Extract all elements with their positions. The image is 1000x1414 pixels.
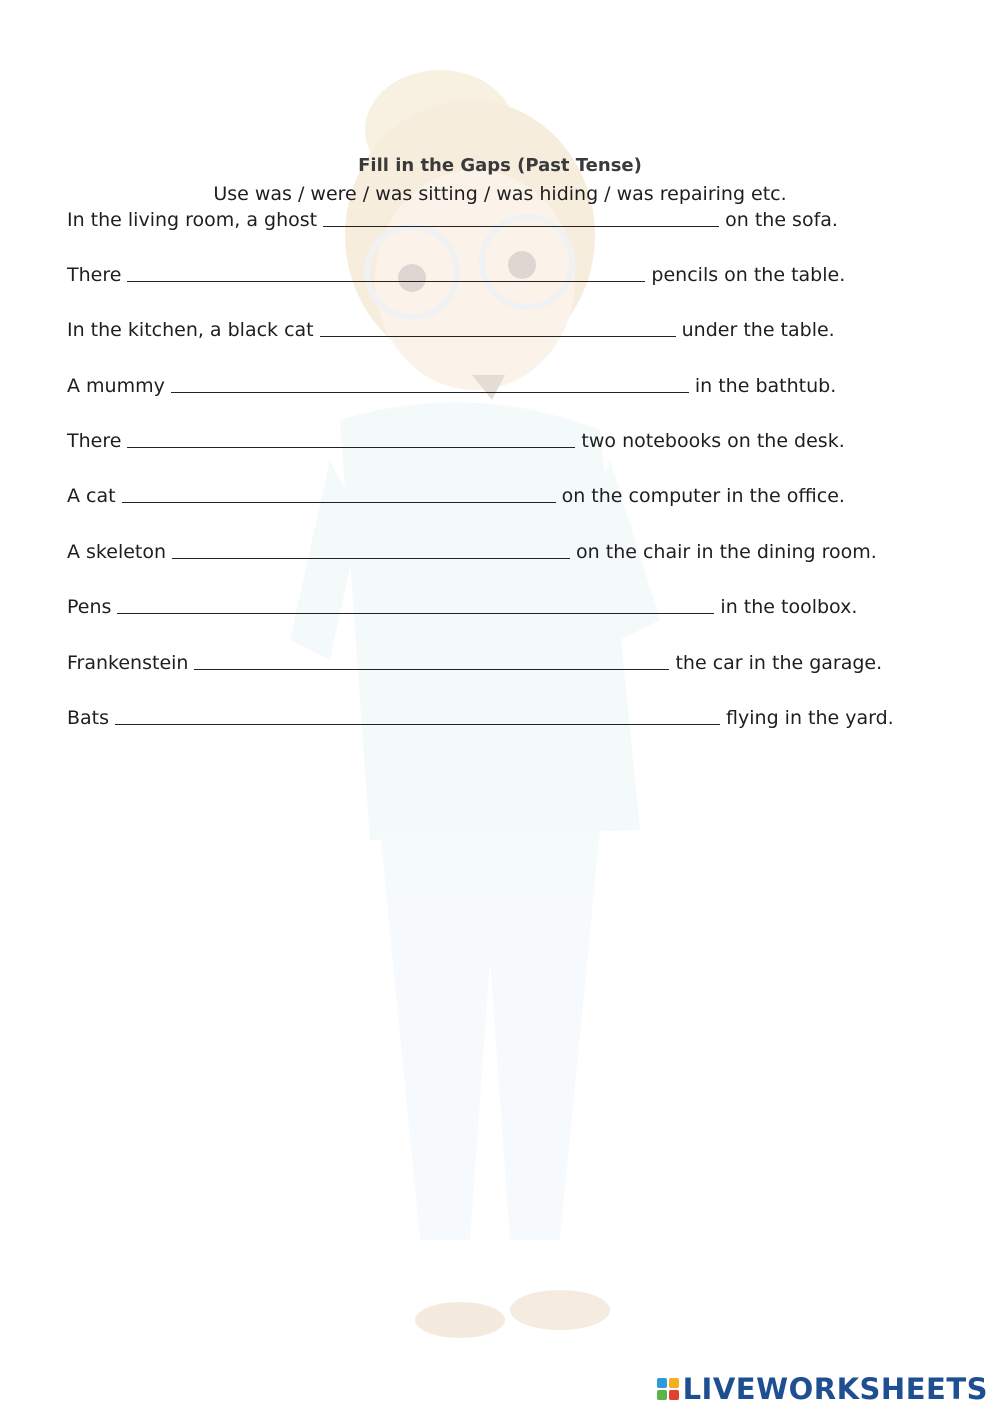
answer-blank[interactable] xyxy=(122,501,556,503)
sentence-start: Frankenstein xyxy=(67,652,189,674)
sentence-row-8 xyxy=(67,596,857,618)
worksheet-title: Fill in the Gaps (Past Tense) xyxy=(358,155,642,176)
logo-grid-icon xyxy=(657,1378,679,1400)
sentence-end: under the table. xyxy=(681,319,835,341)
sentence-start: A mummy xyxy=(67,375,165,397)
sentence-start: In the kitchen, a black cat xyxy=(67,319,314,341)
answer-blank[interactable] xyxy=(117,612,714,614)
sentence-end: in the toolbox. xyxy=(720,596,858,618)
sentence-row-9 xyxy=(67,652,882,674)
sentence-start: There xyxy=(67,430,122,452)
sentence-row-2 xyxy=(67,264,845,286)
sentence-end: on the sofa. xyxy=(725,209,838,231)
answer-blank[interactable] xyxy=(320,335,676,337)
sentence-end: pencils on the table. xyxy=(651,264,846,286)
answer-blank[interactable] xyxy=(127,280,645,282)
worksheet-instructions: Use was / were / was sitting / was hiding / was repairing etc. xyxy=(213,183,787,205)
sentence-row-6 xyxy=(67,485,845,507)
answer-blank[interactable] xyxy=(127,446,575,448)
answer-blank[interactable] xyxy=(323,225,719,227)
sentence-end: flying in the yard. xyxy=(726,707,894,729)
answer-blank[interactable] xyxy=(171,391,689,393)
logo-text: LIVEWORKSHEETS xyxy=(682,1372,988,1406)
sentence-row-3 xyxy=(67,319,835,341)
sentence-start: In the living room, a ghost xyxy=(67,209,318,231)
sentence-row-5 xyxy=(67,430,845,452)
sentence-end: in the bathtub. xyxy=(694,375,837,397)
sentence-start: There xyxy=(67,264,122,286)
sentence-end: two notebooks on the desk. xyxy=(581,430,845,452)
sentence-start: A skeleton xyxy=(67,541,167,563)
sentence-row-10 xyxy=(67,707,894,729)
sentence-row-1 xyxy=(67,209,838,231)
sentence-start: Pens xyxy=(67,596,112,618)
sentence-start: Bats xyxy=(67,707,110,729)
sentence-start: A cat xyxy=(67,485,116,507)
sentence-end: on the chair in the dining room. xyxy=(576,541,877,563)
sentence-end: on the computer in the office. xyxy=(561,485,845,507)
sentence-end: the car in the garage. xyxy=(675,652,883,674)
answer-blank[interactable] xyxy=(194,668,669,670)
sentence-row-7 xyxy=(67,541,877,563)
sentence-row-4 xyxy=(67,375,836,397)
answer-blank[interactable] xyxy=(115,723,720,725)
answer-blank[interactable] xyxy=(172,557,570,559)
liveworksheets-logo xyxy=(657,1372,988,1406)
